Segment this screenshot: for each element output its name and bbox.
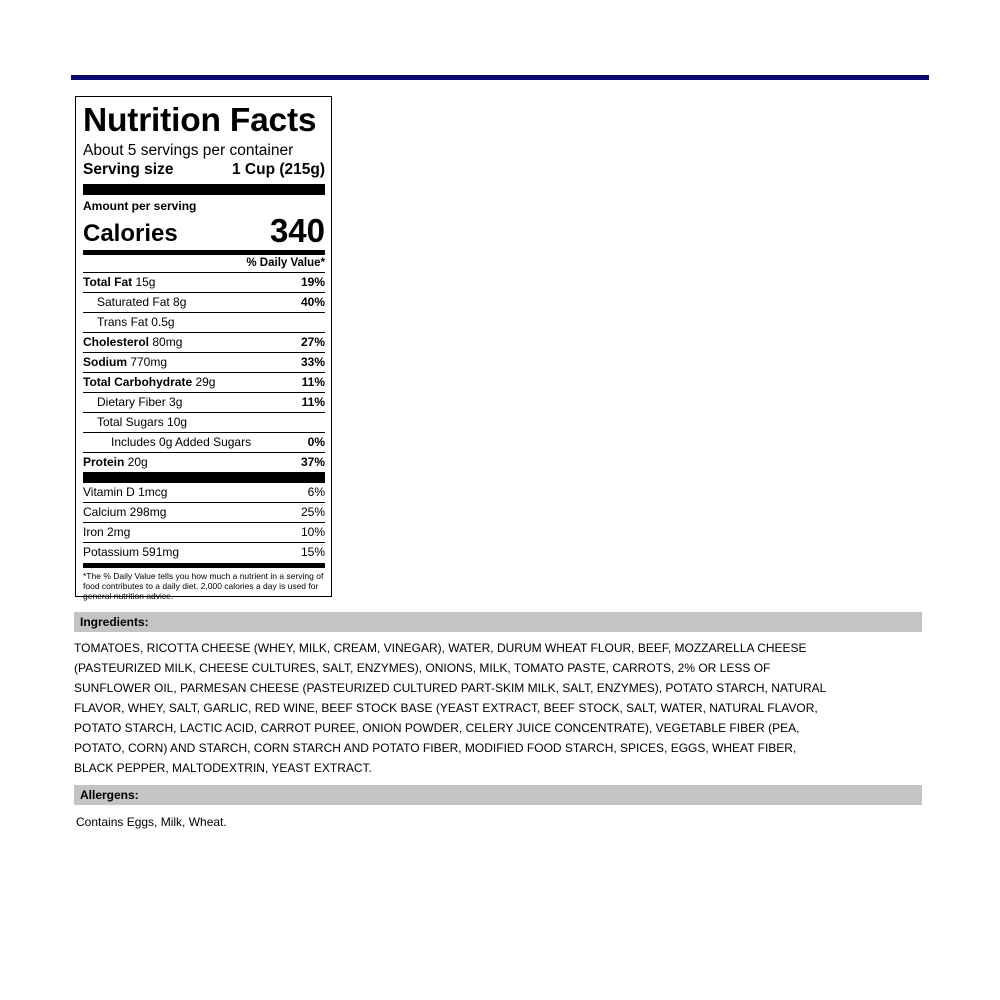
thick-divider	[83, 472, 325, 483]
vitamin-dv: 6%	[307, 485, 325, 499]
top-rule	[71, 75, 929, 80]
nutrient-row-total-carbohydrate	[83, 373, 325, 393]
calories-row	[83, 213, 325, 247]
vitamin-name: Potassium 591mg	[83, 545, 180, 559]
nutrient-dv: 40%	[300, 295, 325, 309]
daily-value-footnote: *The % Daily Value tells you how much a nutrient in a serving of food contributes to a daily diet. 2,000 calories a day is used for general nutrition advice.	[83, 571, 324, 601]
amount-per-serving: Amount per serving	[83, 199, 197, 213]
nutrient-amount: 770mg	[127, 355, 168, 369]
ingredients-line: POTATO STARCH, LACTIC ACID, CARROT PUREE, ONION POWDER, CELERY JUICE CONCENTRATE), VEGETABLE FIBER (PEA,	[74, 721, 800, 735]
nutrient-amount: 15g	[132, 275, 156, 289]
nutrient-dv: 37%	[300, 455, 325, 469]
nutrient-name: Saturated Fat	[97, 295, 170, 309]
serving-size-value: 1 Cup (215g)	[231, 161, 325, 178]
ingredients-line: SUNFLOWER OIL, PARMESAN CHEESE (PASTEURIZED CULTURED PART-SKIM MILK, SALT, ENZYMES), POTATO STARCH, NATURAL	[74, 681, 827, 695]
nutrient-name: Total Fat	[83, 275, 133, 289]
vitamin-row-calcium	[83, 503, 325, 523]
nutrient-row-trans-fat	[83, 313, 325, 333]
nutrient-name: Includes 0g Added Sugars	[111, 435, 252, 449]
nutrient-row-saturated-fat	[83, 293, 325, 313]
servings-per-container: About 5 servings per container	[83, 142, 294, 159]
nutrient-amount: 8g	[169, 295, 187, 309]
nutrient-dv: 19%	[300, 275, 325, 289]
nutrient-row-total-fat	[83, 273, 325, 293]
nutrient-amount: 0.5g	[147, 315, 175, 329]
vitamin-dv: 25%	[300, 505, 325, 519]
nutrient-row-cholesterol	[83, 333, 325, 353]
ingredients-line: BLACK PEPPER, MALTODEXTRIN, YEAST EXTRACT.	[74, 761, 372, 775]
nutrition-facts-title: Nutrition Facts	[83, 102, 317, 139]
nutrient-amount: 80mg	[149, 335, 183, 349]
ingredients-line: POTATO, CORN) AND STARCH, CORN STARCH AND POTATO FIBER, MODIFIED FOOD STARCH, SPICES, EGGS, WHEAT FIBER,	[74, 741, 797, 755]
nutrient-row-dietary-fiber	[83, 393, 325, 413]
ingredients-text	[74, 638, 827, 778]
vitamin-name: Iron 2mg	[83, 525, 131, 539]
vitamin-name: Vitamin D 1mcg	[83, 485, 168, 499]
nutrient-name: Sodium	[83, 355, 127, 369]
vitamin-name: Calcium 298mg	[83, 505, 167, 519]
nutrition-facts-panel	[75, 96, 332, 601]
ingredients-line: FLAVOR, WHEY, SALT, GARLIC, RED WINE, BEEF STOCK BASE (YEAST EXTRACT, BEEF STOCK, SALT, WATER, NATURAL FLAVOR,	[74, 701, 818, 715]
serving-size-row	[83, 160, 325, 179]
daily-value-header: % Daily Value*	[83, 255, 325, 273]
nutrient-name: Trans Fat	[97, 315, 148, 329]
nutrient-row-protein	[83, 453, 325, 472]
nutrient-amount: 10g	[163, 415, 188, 429]
nutrient-dv: 33%	[300, 355, 325, 369]
nutrient-dv: 11%	[301, 375, 325, 389]
ingredients-header: Ingredients:	[74, 612, 922, 632]
ingredients-line: TOMATOES, RICOTTA CHEESE (WHEY, MILK, CREAM, VINEGAR), WATER, DURUM WHEAT FLOUR, BEEF, MOZZARELLA CHEESE	[74, 641, 807, 655]
serving-size-label: Serving size	[83, 161, 174, 178]
thick-divider	[83, 184, 325, 195]
medium-divider	[83, 563, 325, 568]
nutrient-name: Dietary Fiber	[97, 395, 166, 409]
nutrient-dv: 0%	[307, 435, 325, 449]
vitamin-dv: 15%	[300, 545, 325, 559]
nutrient-row-total-sugars	[83, 413, 325, 433]
vitamin-row-vitamin-d	[83, 483, 325, 503]
nutrient-dv: 11%	[301, 395, 325, 409]
nutrient-row-sodium	[83, 353, 325, 373]
calories-label: Calories	[83, 220, 178, 247]
nutrient-amount: 3g	[165, 395, 183, 409]
vitamin-row-potassium	[83, 543, 325, 562]
vitamin-dv: 10%	[300, 525, 325, 539]
nutrient-amount: 29g	[192, 375, 216, 389]
vitamin-row-iron	[83, 523, 325, 543]
calories-value: 340	[269, 212, 325, 249]
nutrient-name: Protein	[83, 455, 125, 469]
nutrient-name: Cholesterol	[83, 335, 150, 349]
nutrient-dv: 27%	[300, 335, 325, 349]
allergens-text: Contains Eggs, Milk, Wheat.	[76, 815, 227, 829]
nutrient-name: Total Sugars	[97, 415, 164, 429]
allergens-header: Allergens:	[74, 785, 922, 805]
nutrient-amount: 20g	[124, 455, 148, 469]
nutrient-row-added-sugars	[83, 433, 325, 453]
nutrient-name: Total Carbohydrate	[83, 375, 193, 389]
ingredients-line: (PASTEURIZED MILK, CHEESE CULTURES, SALT, ENZYMES), ONIONS, MILK, TOMATO PASTE, CARROTS, 2% OR LESS OF	[74, 661, 771, 675]
